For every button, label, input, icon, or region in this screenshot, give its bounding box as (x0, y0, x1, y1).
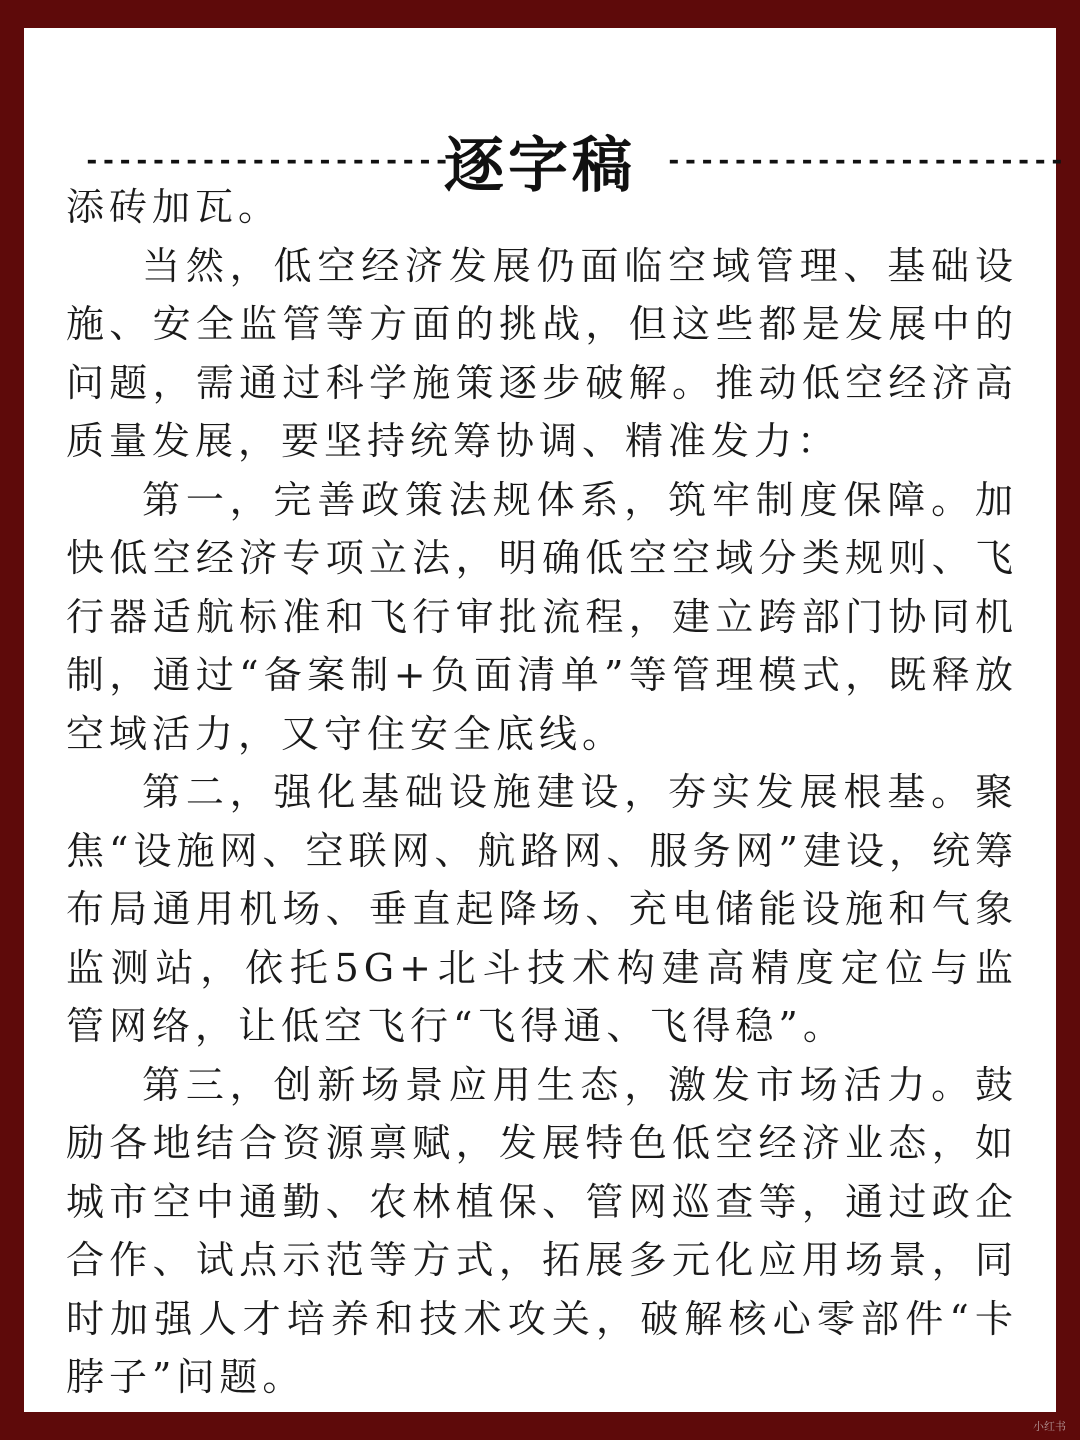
watermark-logo: 小红书 (1033, 1420, 1066, 1433)
paragraph-intro: 当然，低空经济发展仍面临空域管理、基础设施、安全监管等方面的挑战，但这些都是发展中的问题，需通过科学施策逐步破解。推动低空经济高质量发展，要坚持统筹协调、精准发力： (66, 243, 1018, 463)
right-dashed-rule: ------------------------ (666, 146, 1066, 176)
page-title: 逐字稿 (444, 131, 636, 201)
transcript-body (66, 178, 1018, 1407)
paragraph-second: 第二，强化基础设施建设，夯实发展根基。聚焦“设施网、空联网、航路网、服务网”建设，统筹布局通用机场、垂直起降场、充电储能设施和气象监测站，依托5G+北斗技术构建高精度定位与监管网络，让低空飞行“飞得通、飞得稳”。 (66, 770, 1018, 1048)
paragraph-third: 第三，创新场景应用生态，激发市场活力。鼓励各地结合资源禀赋，发展特色低空经济业态，如城市空中通勤、农林植保、管网巡查等，通过政企合作、试点示范等方式，拓展多元化应用场景，同时加强人才培养和技术攻关，破解核心零部件“卡脖子”问题。 (66, 1062, 1018, 1399)
paragraph-first: 第一，完善政策法规体系，筑牢制度保障。加快低空经济专项立法，明确低空空域分类规则、飞行器适航标准和飞行审批流程，建立跨部门协同机制，通过“备案制+负面清单”等管理模式，既释放空域活力，又守住安全底线。 (66, 477, 1018, 756)
document-page (24, 28, 1066, 1412)
paragraph-continuation: 添砖加瓦。 (66, 185, 282, 229)
left-dashed-rule: ------------------------ (84, 146, 484, 176)
